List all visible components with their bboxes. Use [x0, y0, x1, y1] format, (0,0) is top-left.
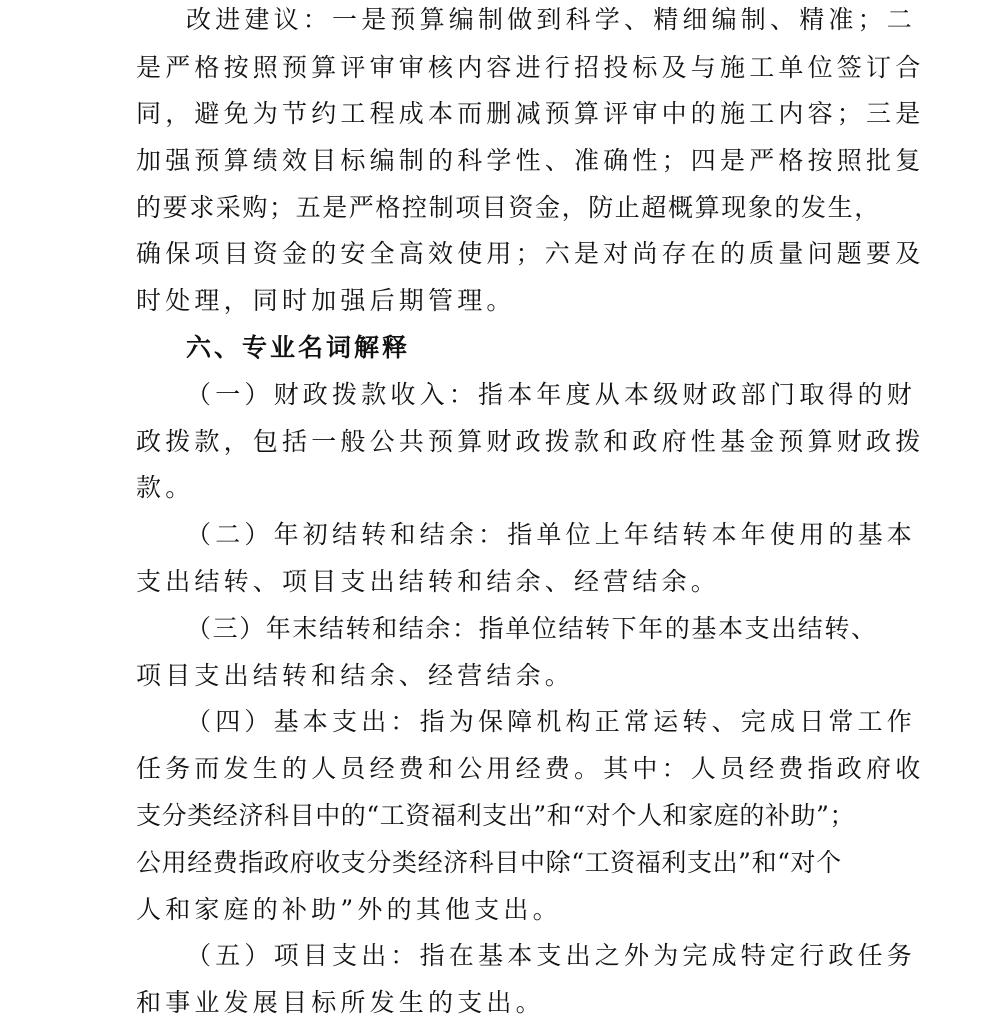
text-line: 和事业发展目标所发生的支出。	[136, 988, 545, 1017]
text-line: （四）基本支出：指为保障机构正常运转、完成日常工作	[186, 707, 917, 736]
text-line: 时处理，同时加强后期管理。	[136, 286, 516, 315]
text-line: （三）年末结转和结余：指单位结转下年的基本支出结转、	[186, 614, 878, 643]
text-line: 支分类经济科目中的“工资福利支出”和“对个人和家庭的补助”；	[136, 801, 856, 830]
text-line: （二）年初结转和结余：指单位上年结转本年使用的基本	[186, 520, 917, 549]
text-line: 同，避免为节约工程成本而删减预算评审中的施工内容；三是	[136, 99, 925, 128]
text-line: 款。	[136, 473, 195, 502]
text-line: 项目支出结转和结余、经营结余。	[136, 661, 575, 690]
section-heading: 六、专业名词解释	[186, 333, 411, 362]
text-line: 公用经费指政府收支分类经济科目中除“工资福利支出”和“对个	[136, 848, 842, 877]
text-line: 任务而发生的人员经费和公用经费。其中：人员经费指政府收	[136, 754, 925, 783]
text-line: （一）财政拨款收入：指本年度从本级财政部门取得的财	[186, 380, 917, 409]
text-line: （五）项目支出：指在基本支出之外为完成特定行政任务	[186, 941, 917, 970]
text-line: 确保项目资金的安全高效使用；六是对尚存在的质量问题要及	[136, 239, 925, 268]
text-line: 的要求采购；五是严格控制项目资金，防止超概算现象的发生，	[136, 193, 881, 222]
text-line: 改进建议：一是预算编制做到科学、精细编制、精准；二	[186, 5, 917, 34]
text-line: 支出结转、项目支出结转和结余、经营结余。	[136, 567, 721, 596]
text-line: 加强预算绩效目标编制的科学性、准确性；四是严格按照批复	[136, 146, 925, 175]
text-line: 是严格按照预算评审审核内容进行招投标及与施工单位签订合	[136, 53, 925, 82]
text-line: 政拨款，包括一般公共预算财政拨款和政府性基金预算财政拨	[136, 427, 925, 456]
text-line: 人和家庭的补助”外的其他支出。	[136, 895, 562, 924]
